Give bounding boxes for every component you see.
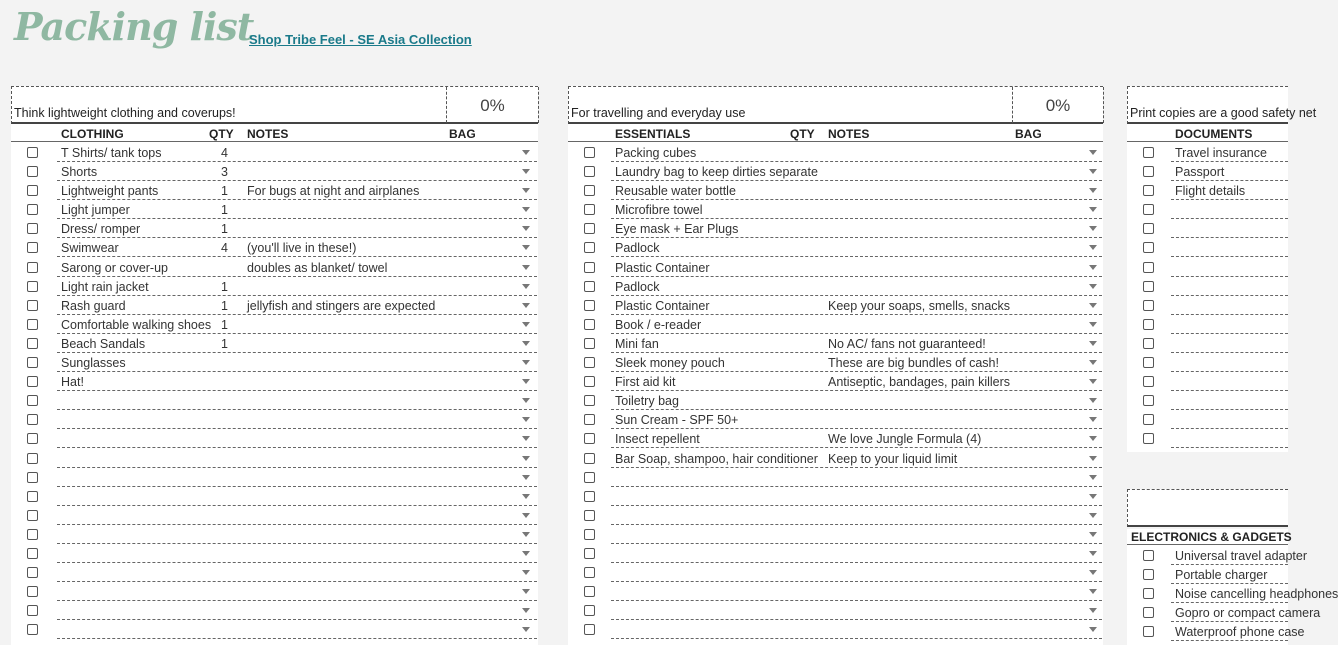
- checkbox[interactable]: [27, 319, 38, 330]
- item-cell[interactable]: Rash guard: [61, 298, 126, 313]
- row-underline: [1171, 354, 1288, 372]
- item-cell[interactable]: Portable charger: [1175, 568, 1268, 583]
- item-cell[interactable]: Padlock: [615, 241, 660, 256]
- clothing-panel: [11, 86, 538, 645]
- essentials-col-bag: BAG: [1015, 127, 1042, 141]
- item-cell[interactable]: Insect repellent: [615, 432, 700, 447]
- electronics-intro-box: [1127, 489, 1288, 527]
- bag-dropdown-icon[interactable]: [522, 360, 530, 365]
- checkbox[interactable]: [27, 147, 38, 158]
- bag-dropdown-icon[interactable]: [522, 284, 530, 289]
- bag-dropdown-icon[interactable]: [522, 322, 530, 327]
- checkbox[interactable]: [584, 624, 595, 635]
- checkbox[interactable]: [1143, 588, 1154, 599]
- row-underline: [57, 583, 537, 601]
- checkbox[interactable]: [584, 510, 595, 521]
- note-cell[interactable]: Keep your soaps, smells, snacks: [828, 298, 1011, 313]
- checkbox[interactable]: [1143, 395, 1154, 406]
- item-cell[interactable]: Comfortable walking shoes: [61, 317, 212, 332]
- bag-dropdown-icon[interactable]: [522, 436, 530, 441]
- row-underline: [611, 564, 1102, 582]
- item-cell[interactable]: Light jumper: [61, 203, 130, 218]
- row-underline: [57, 545, 537, 563]
- checkbox[interactable]: [584, 300, 595, 311]
- row-underline: [1171, 373, 1288, 391]
- clothing-percent: 0%: [446, 87, 539, 123]
- row-underline: [611, 583, 1102, 601]
- row-underline: [611, 526, 1102, 544]
- checkbox[interactable]: [1143, 204, 1154, 215]
- checkbox[interactable]: [584, 605, 595, 616]
- checkbox[interactable]: [27, 223, 38, 234]
- item-cell[interactable]: Laundry bag to keep dirties separate: [615, 165, 818, 180]
- item-cell[interactable]: Mini fan: [615, 336, 659, 351]
- bag-dropdown-icon[interactable]: [522, 169, 530, 174]
- checkbox[interactable]: [27, 204, 38, 215]
- checkbox[interactable]: [1143, 262, 1154, 273]
- essentials-header-row: [568, 126, 1103, 142]
- bag-dropdown-icon[interactable]: [1089, 436, 1097, 441]
- bag-dropdown-icon[interactable]: [522, 398, 530, 403]
- item-cell[interactable]: Dress/ romper: [61, 222, 141, 237]
- checkbox[interactable]: [584, 262, 595, 273]
- bag-dropdown-icon[interactable]: [522, 551, 530, 556]
- checkbox[interactable]: [1143, 414, 1154, 425]
- checkbox[interactable]: [27, 491, 38, 502]
- checkbox[interactable]: [584, 376, 595, 387]
- row-underline: [57, 507, 537, 525]
- checkbox[interactable]: [1143, 300, 1154, 311]
- checkbox[interactable]: [584, 281, 595, 292]
- checkbox[interactable]: [1143, 338, 1154, 349]
- bag-dropdown-icon[interactable]: [1089, 589, 1097, 594]
- item-cell[interactable]: Passport: [1175, 165, 1225, 180]
- item-cell[interactable]: Packing cubes: [615, 146, 697, 160]
- bag-dropdown-icon[interactable]: [522, 494, 530, 499]
- checkbox[interactable]: [584, 147, 595, 158]
- checkbox[interactable]: [1143, 357, 1154, 368]
- item-cell[interactable]: Plastic Container: [615, 298, 710, 313]
- bag-dropdown-icon[interactable]: [1089, 379, 1097, 384]
- row-underline: [1171, 411, 1288, 429]
- note-cell[interactable]: (you'll live in these!): [247, 241, 357, 256]
- row-underline: [1171, 278, 1288, 296]
- item-cell[interactable]: Sarong or cover-up: [61, 260, 169, 275]
- checkbox[interactable]: [1143, 242, 1154, 253]
- qty-cell[interactable]: 1: [221, 279, 228, 294]
- item-cell[interactable]: Lightweight pants: [61, 184, 159, 199]
- checkbox[interactable]: [27, 281, 38, 292]
- item-cell[interactable]: Universal travel adapter: [1175, 549, 1308, 563]
- item-cell[interactable]: Book / e-reader: [615, 317, 702, 332]
- bag-dropdown-icon[interactable]: [1089, 475, 1097, 480]
- checkbox[interactable]: [27, 300, 38, 311]
- bag-dropdown-icon[interactable]: [522, 379, 530, 384]
- bag-dropdown-icon[interactable]: [522, 627, 530, 632]
- note-cell[interactable]: We love Jungle Formula (4): [828, 432, 982, 447]
- bag-dropdown-icon[interactable]: [1089, 494, 1097, 499]
- essentials-col-item: ESSENTIALS: [615, 127, 691, 141]
- clothing-intro-box: [11, 86, 538, 124]
- checkbox[interactable]: [584, 223, 595, 234]
- qty-cell[interactable]: 1: [221, 222, 228, 237]
- item-cell[interactable]: Shorts: [61, 165, 98, 180]
- row-underline: [1171, 201, 1288, 219]
- checkbox[interactable]: [27, 586, 38, 597]
- checkbox[interactable]: [1143, 626, 1154, 637]
- qty-cell[interactable]: 1: [221, 184, 228, 199]
- checkbox[interactable]: [584, 166, 595, 177]
- bag-dropdown-icon[interactable]: [522, 475, 530, 480]
- item-cell[interactable]: First aid kit: [615, 375, 676, 390]
- checkbox[interactable]: [1143, 281, 1154, 292]
- row-underline: [1171, 297, 1288, 315]
- checkbox[interactable]: [27, 166, 38, 177]
- note-cell[interactable]: jellyfish and stingers are expected: [247, 298, 436, 313]
- checkbox[interactable]: [1143, 166, 1154, 177]
- item-cell[interactable]: Sun Cream - SPF 50+: [615, 413, 739, 428]
- row-underline: [57, 526, 537, 544]
- bag-dropdown-icon[interactable]: [522, 207, 530, 212]
- checkbox[interactable]: [27, 567, 38, 578]
- checkbox[interactable]: [584, 529, 595, 540]
- electronics-header-row: [1127, 529, 1292, 545]
- checkbox[interactable]: [1143, 319, 1154, 330]
- checkbox[interactable]: [27, 529, 38, 540]
- checkbox[interactable]: [27, 548, 38, 559]
- electronics-panel: [1127, 529, 1338, 645]
- checkbox[interactable]: [584, 204, 595, 215]
- checkbox[interactable]: [1143, 433, 1154, 444]
- checkbox[interactable]: [584, 414, 595, 425]
- essentials-col-notes: NOTES: [828, 127, 870, 141]
- qty-cell[interactable]: 4: [221, 146, 228, 160]
- bag-dropdown-icon[interactable]: [1089, 570, 1097, 575]
- note-cell[interactable]: doubles as blanket/ towel: [247, 260, 388, 275]
- row-underline: [611, 488, 1102, 506]
- note-cell[interactable]: These are big bundles of cash!: [828, 356, 999, 371]
- bag-dropdown-icon[interactable]: [522, 570, 530, 575]
- bag-dropdown-icon[interactable]: [522, 150, 530, 155]
- bag-dropdown-icon[interactable]: [1089, 456, 1097, 461]
- bag-dropdown-icon[interactable]: [522, 303, 530, 308]
- note-cell[interactable]: Antiseptic, bandages, pain killers: [828, 375, 1011, 390]
- electronics-col-item: ELECTRONICS & GADGETS: [1131, 530, 1292, 544]
- item-cell[interactable]: Swimwear: [61, 241, 119, 256]
- bag-dropdown-icon[interactable]: [522, 245, 530, 250]
- bag-dropdown-icon[interactable]: [1089, 551, 1097, 556]
- documents-intro-text: Print copies are a good safety net: [1130, 106, 1317, 120]
- checkbox[interactable]: [584, 242, 595, 253]
- documents-panel: [1127, 86, 1317, 452]
- note-cell[interactable]: Keep to your liquid limit: [828, 451, 958, 466]
- checkbox[interactable]: [27, 357, 38, 368]
- row-underline: [611, 507, 1102, 525]
- checkbox[interactable]: [1143, 607, 1154, 618]
- checkbox[interactable]: [27, 510, 38, 521]
- checkbox[interactable]: [1143, 569, 1154, 580]
- bag-dropdown-icon[interactable]: [1089, 169, 1097, 174]
- qty-cell[interactable]: 4: [221, 241, 228, 256]
- checkbox[interactable]: [584, 338, 595, 349]
- bag-dropdown-icon[interactable]: [1089, 226, 1097, 231]
- item-cell[interactable]: Beach Sandals: [61, 336, 146, 351]
- item-cell[interactable]: Microfibre towel: [615, 203, 703, 218]
- clothing-col-item: CLOTHING: [61, 127, 124, 141]
- bag-dropdown-icon[interactable]: [1089, 265, 1097, 270]
- essentials-intro-box: [568, 86, 1103, 124]
- row-underline: [1171, 239, 1288, 257]
- bag-dropdown-icon[interactable]: [522, 188, 530, 193]
- checkbox[interactable]: [27, 453, 38, 464]
- item-cell[interactable]: Sleek money pouch: [615, 356, 725, 371]
- checkbox[interactable]: [27, 414, 38, 425]
- bag-dropdown-icon[interactable]: [522, 226, 530, 231]
- item-cell[interactable]: T Shirts/ tank tops: [61, 146, 162, 160]
- bag-dropdown-icon[interactable]: [522, 589, 530, 594]
- note-cell[interactable]: For bugs at night and airplanes: [247, 184, 420, 199]
- row-underline: [57, 564, 537, 582]
- bag-dropdown-icon[interactable]: [1089, 188, 1097, 193]
- row-underline: [1171, 392, 1288, 410]
- bag-dropdown-icon[interactable]: [1089, 417, 1097, 422]
- essentials-col-qty: QTY: [790, 127, 815, 141]
- checkbox[interactable]: [27, 338, 38, 349]
- note-cell[interactable]: No AC/ fans not guaranteed!: [828, 336, 986, 351]
- item-cell[interactable]: Bar Soap, shampoo, hair conditioner: [615, 451, 818, 466]
- bag-dropdown-icon[interactable]: [522, 265, 530, 270]
- bag-dropdown-icon[interactable]: [522, 532, 530, 537]
- row-underline: [57, 411, 537, 429]
- bag-dropdown-icon[interactable]: [1089, 207, 1097, 212]
- checkbox[interactable]: [27, 433, 38, 444]
- qty-cell[interactable]: 1: [221, 336, 228, 351]
- bag-dropdown-icon[interactable]: [522, 341, 530, 346]
- bag-dropdown-icon[interactable]: [1089, 150, 1097, 155]
- item-cell[interactable]: Hat!: [61, 375, 84, 390]
- checkbox[interactable]: [584, 433, 595, 444]
- row-underline: [1171, 335, 1288, 353]
- checkbox[interactable]: [1143, 185, 1154, 196]
- documents-intro-box: [1127, 86, 1317, 124]
- checkbox[interactable]: [27, 472, 38, 483]
- checkbox[interactable]: [584, 319, 595, 330]
- item-cell[interactable]: Plastic Container: [615, 260, 710, 275]
- checkbox[interactable]: [1143, 376, 1154, 387]
- item-cell[interactable]: Sunglasses: [61, 356, 126, 371]
- documents-header-row: [1127, 126, 1288, 142]
- essentials-percent: 0%: [1012, 87, 1104, 123]
- checkbox[interactable]: [584, 548, 595, 559]
- bag-dropdown-icon[interactable]: [1089, 303, 1097, 308]
- bag-dropdown-icon[interactable]: [1089, 284, 1097, 289]
- row-underline: [611, 545, 1102, 563]
- item-cell[interactable]: Gopro or compact camera: [1175, 606, 1321, 621]
- checkbox[interactable]: [584, 357, 595, 368]
- bag-dropdown-icon[interactable]: [1089, 398, 1097, 403]
- item-cell[interactable]: Waterproof phone case: [1175, 625, 1305, 640]
- bag-dropdown-icon[interactable]: [1089, 341, 1097, 346]
- bag-dropdown-icon[interactable]: [1089, 532, 1097, 537]
- item-cell[interactable]: Eye mask + Ear Plugs: [615, 222, 739, 237]
- documents-col-item: DOCUMENTS: [1175, 127, 1253, 141]
- row-underline: [1171, 430, 1288, 448]
- checkbox[interactable]: [27, 185, 38, 196]
- bag-dropdown-icon[interactable]: [522, 608, 530, 613]
- bag-dropdown-icon[interactable]: [1089, 513, 1097, 518]
- checkbox[interactable]: [27, 242, 38, 253]
- bag-dropdown-icon[interactable]: [1089, 627, 1097, 632]
- row-underline: [1171, 220, 1288, 238]
- row-underline: [57, 469, 537, 487]
- row-underline: [57, 430, 537, 448]
- page-title: Packing list: [14, 4, 254, 49]
- checkbox[interactable]: [584, 586, 595, 597]
- checkbox[interactable]: [584, 472, 595, 483]
- row-underline: [1171, 259, 1288, 277]
- bag-dropdown-icon[interactable]: [522, 417, 530, 422]
- bag-dropdown-icon[interactable]: [1089, 608, 1097, 613]
- item-cell[interactable]: Padlock: [615, 279, 660, 294]
- checkbox[interactable]: [1143, 147, 1154, 158]
- item-cell[interactable]: Travel insurance: [1175, 146, 1267, 160]
- bag-dropdown-icon[interactable]: [522, 513, 530, 518]
- essentials-panel: [568, 86, 1103, 645]
- checkbox[interactable]: [1143, 223, 1154, 234]
- row-underline: [611, 469, 1102, 487]
- checkbox[interactable]: [27, 395, 38, 406]
- row-underline: [57, 621, 537, 639]
- bag-dropdown-icon[interactable]: [522, 456, 530, 461]
- checkbox[interactable]: [584, 453, 595, 464]
- qty-cell[interactable]: 1: [221, 317, 228, 332]
- checkbox[interactable]: [27, 605, 38, 616]
- qty-cell[interactable]: 1: [221, 203, 228, 218]
- clothing-col-bag: BAG: [449, 127, 476, 141]
- checkbox[interactable]: [584, 491, 595, 502]
- item-cell[interactable]: Noise cancelling headphones: [1175, 587, 1338, 602]
- qty-cell[interactable]: 1: [221, 298, 228, 313]
- row-underline: [1171, 316, 1288, 334]
- checkbox[interactable]: [27, 624, 38, 635]
- item-cell[interactable]: Light rain jacket: [61, 279, 149, 294]
- bag-dropdown-icon[interactable]: [1089, 322, 1097, 327]
- checkbox[interactable]: [1143, 550, 1154, 561]
- item-cell[interactable]: Toiletry bag: [615, 394, 679, 409]
- essentials-intro-text: For travelling and everyday use: [571, 106, 746, 120]
- row-underline: [57, 392, 537, 410]
- row-underline: [611, 621, 1102, 639]
- clothing-col-notes: NOTES: [247, 127, 289, 141]
- checkbox[interactable]: [584, 185, 595, 196]
- item-cell[interactable]: Reusable water bottle: [615, 184, 736, 199]
- clothing-header-row: [11, 126, 538, 142]
- clothing-intro-text: Think lightweight clothing and coverups!: [14, 106, 236, 120]
- shop-link[interactable]: Shop Tribe Feel - SE Asia Collection: [249, 32, 472, 47]
- qty-cell[interactable]: 3: [221, 165, 228, 180]
- item-cell[interactable]: Flight details: [1175, 184, 1246, 199]
- row-underline: [57, 450, 537, 468]
- clothing-col-qty: QTY: [209, 127, 234, 141]
- bag-dropdown-icon[interactable]: [1089, 360, 1097, 365]
- checkbox[interactable]: [584, 567, 595, 578]
- checkbox[interactable]: [27, 262, 38, 273]
- checkbox[interactable]: [584, 395, 595, 406]
- row-underline: [57, 488, 537, 506]
- row-underline: [57, 602, 537, 620]
- bag-dropdown-icon[interactable]: [1089, 245, 1097, 250]
- checkbox[interactable]: [27, 376, 38, 387]
- row-underline: [611, 602, 1102, 620]
